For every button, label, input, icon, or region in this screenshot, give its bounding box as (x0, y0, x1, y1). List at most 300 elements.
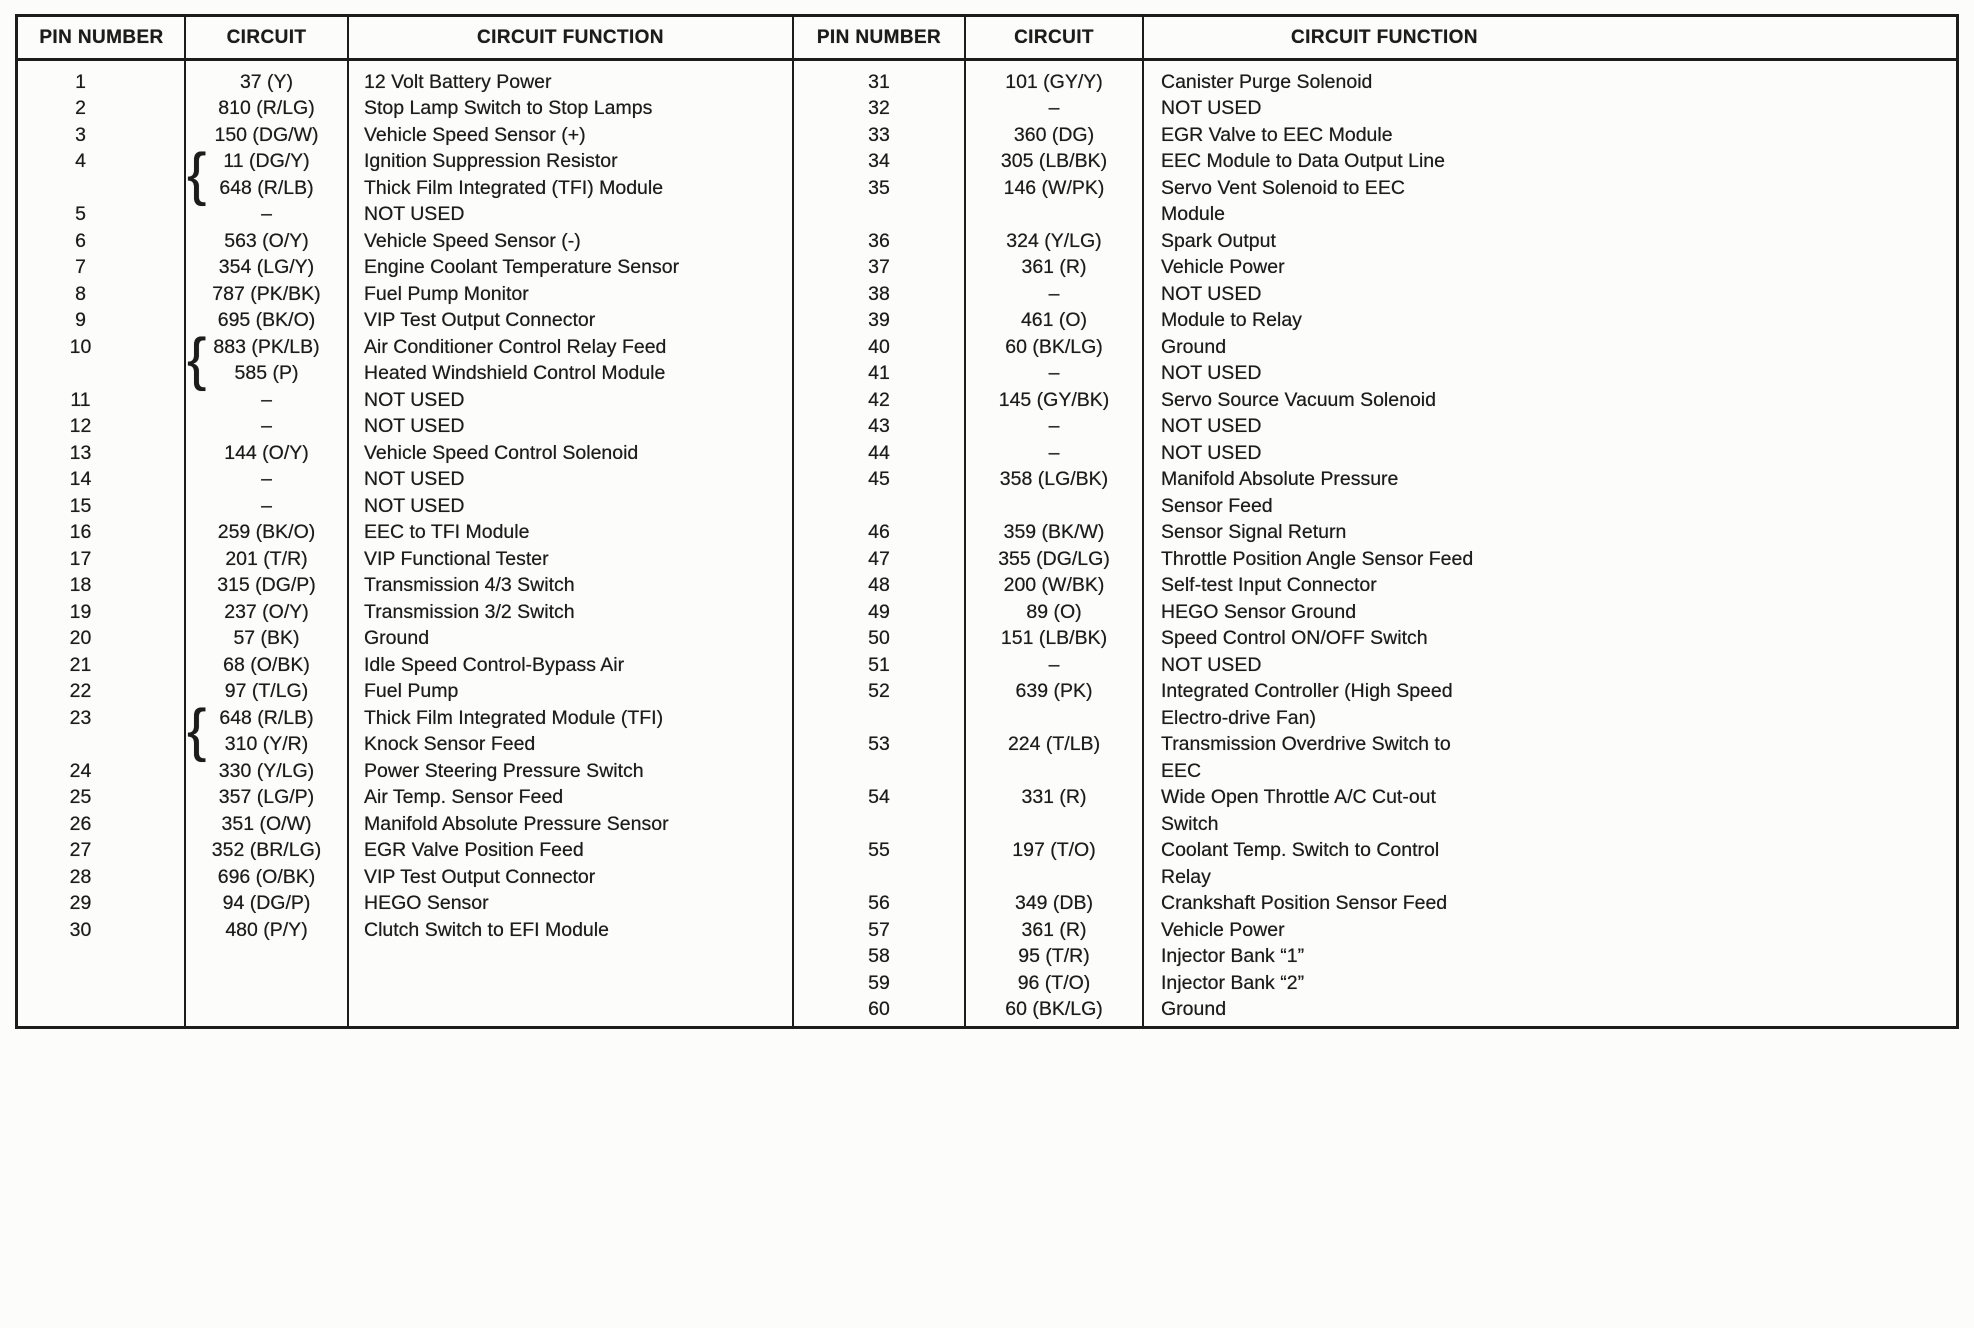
table-header-row (18, 17, 1956, 61)
circuit-function-cell: Relay (1161, 865, 1211, 888)
circuit-cell: 360 (DG) (1013, 123, 1095, 146)
pin-number-cell: 6 (75, 229, 86, 252)
circuit-function-cell: Self-test Input Connector (1161, 574, 1377, 597)
pin-number-cell: 35 (868, 176, 890, 199)
pin-row-line (793, 785, 1956, 812)
circuit-cell: 351 (O/W) (221, 812, 312, 835)
pin-number-cell: 45 (868, 468, 890, 491)
pin-row (793, 891, 1956, 918)
circuit-cell: 585 (P) (234, 362, 299, 385)
circuit-function-cell: VIP Test Output Connector (364, 309, 596, 332)
circuit-cell: 359 (BK/W) (1003, 521, 1105, 544)
pin-number-cell: 25 (69, 786, 92, 809)
circuit-cell: 145 (GY/BK) (998, 388, 1110, 411)
circuit-function-cell: Canister Purge Solenoid (1161, 70, 1373, 93)
circuit-cell: – (261, 388, 272, 411)
pin-number-cell: 41 (868, 362, 890, 385)
pin-number-cell: 5 (75, 203, 86, 226)
pin-row-line (793, 944, 1956, 971)
pin-row-line (793, 281, 1956, 308)
circuit-function-cell: NOT USED (1161, 415, 1262, 438)
pin-row-line (793, 520, 1956, 547)
pin-row (793, 149, 1956, 176)
pin-row-line (793, 705, 1956, 732)
pin-number-cell: 46 (868, 521, 890, 544)
circuit-cell: 305 (LB/BK) (1000, 150, 1108, 173)
brace-glyph: { (187, 327, 207, 392)
header-circuit-left: CIRCUIT (226, 26, 307, 48)
pin-number-cell: 59 (868, 971, 890, 994)
pin-row-line (18, 308, 793, 335)
pin-row (793, 334, 1956, 361)
circuit-cell: 696 (O/BK) (217, 865, 316, 888)
pin-row-line (793, 573, 1956, 600)
circuit-cell: 259 (BK/O) (217, 521, 316, 544)
header-circuit-function-right: CIRCUIT FUNCTION (1291, 26, 1478, 48)
pin-row-line (18, 361, 793, 388)
pin-number-cell: 34 (868, 150, 890, 173)
circuit-function-cell: 12 Volt Battery Power (364, 70, 552, 93)
pin-row (18, 864, 793, 891)
pin-row-line (18, 732, 793, 759)
table-half-divider (792, 17, 794, 1026)
circuit-cell: – (1048, 97, 1060, 120)
pin-number-cell: 51 (868, 653, 890, 676)
pin-number-cell: 37 (868, 256, 890, 279)
circuit-function-cell: Module to Relay (1161, 309, 1302, 332)
pin-row (793, 944, 1956, 971)
header-circuit-function-left: CIRCUIT FUNCTION (477, 26, 664, 48)
pin-row-line (793, 387, 1956, 414)
pin-row (18, 96, 793, 123)
pin-row (793, 414, 1956, 441)
pin-row (18, 599, 793, 626)
pin-row (793, 838, 1956, 891)
pin-row-line (18, 785, 793, 812)
pin-number-cell: 43 (868, 415, 890, 438)
circuit-cell: 787 (PK/BK) (212, 282, 321, 305)
column-divider (184, 17, 186, 1026)
circuit-cell: 197 (T/O) (1012, 839, 1096, 862)
circuit-function-cell: Thick Film Integrated (TFI) Module (364, 176, 664, 199)
circuit-function-cell: Vehicle Speed Control Solenoid (364, 441, 639, 464)
pin-row (793, 652, 1956, 679)
pin-row-line (793, 970, 1956, 997)
pin-number-cell: 54 (868, 786, 890, 809)
circuit-function-cell: Thick Film Integrated Module (TFI) (364, 706, 664, 729)
pin-row-line (18, 281, 793, 308)
pin-row-line (18, 149, 793, 176)
pin-number-cell: 23 (69, 706, 92, 729)
pin-row (793, 255, 1956, 282)
pin-row (18, 679, 793, 706)
circuit-cell: 101 (GY/Y) (1005, 70, 1103, 93)
pin-row (18, 811, 793, 838)
pin-number-cell: 58 (868, 945, 890, 968)
pin-row-line (793, 69, 1956, 96)
circuit-cell: 883 (PK/LB) (213, 335, 320, 358)
circuit-cell: 96 (T/O) (1017, 971, 1091, 994)
circuit-function-cell: Crankshaft Position Sensor Feed (1161, 892, 1448, 915)
circuit-cell: 648 (R/LB) (219, 176, 314, 199)
pin-number-cell: 48 (868, 574, 890, 597)
circuit-cell: 95 (T/R) (1018, 945, 1090, 968)
pin-number-cell: 28 (69, 865, 92, 888)
pin-number-cell: 20 (69, 627, 92, 650)
circuit-function-cell: Sensor Feed (1161, 494, 1273, 517)
pin-row (18, 652, 793, 679)
circuit-function-cell: Power Steering Pressure Switch (364, 759, 644, 782)
pinout-rows-left (18, 69, 793, 944)
circuit-cell: 237 (O/Y) (224, 600, 309, 623)
circuit-cell: 146 (W/PK) (1003, 176, 1105, 199)
circuit-cell: 361 (R) (1021, 918, 1087, 941)
pin-row (793, 175, 1956, 228)
circuit-cell: 57 (BK) (233, 627, 300, 650)
column-divider (1142, 17, 1144, 1026)
pin-row-line (793, 202, 1956, 229)
pin-row (18, 838, 793, 865)
pin-row (793, 599, 1956, 626)
pin-row-line (793, 228, 1956, 255)
pin-row-line (18, 96, 793, 123)
circuit-cell: 201 (T/R) (225, 547, 308, 570)
pin-row (18, 228, 793, 255)
pin-row-line (793, 599, 1956, 626)
circuit-cell: 461 (O) (1020, 309, 1088, 332)
pin-number-cell: 17 (69, 547, 92, 570)
pin-row-line (793, 122, 1956, 149)
circuit-function-cell: NOT USED (1161, 362, 1262, 385)
circuit-cell: 357 (LG/P) (218, 786, 315, 809)
pin-row (793, 970, 1956, 997)
circuit-cell: 330 (Y/LG) (218, 759, 315, 782)
pin-row-line (793, 679, 1956, 706)
circuit-function-cell: Transmission Overdrive Switch to (1161, 733, 1451, 756)
circuit-cell: 695 (BK/O) (217, 309, 316, 332)
circuit-function-cell: Speed Control ON/OFF Switch (1161, 627, 1428, 650)
pin-row-line (18, 493, 793, 520)
circuit-cell: 37 (Y) (239, 70, 294, 93)
pin-number-cell: 52 (868, 680, 890, 703)
column-divider (347, 17, 349, 1026)
circuit-cell: 639 (PK) (1015, 680, 1093, 703)
circuit-function-cell: NOT USED (1161, 282, 1262, 305)
pin-number-cell: 21 (69, 653, 92, 676)
pin-row (18, 308, 793, 335)
circuit-function-cell: Ground (1161, 335, 1227, 358)
circuit-cell: 144 (O/Y) (224, 441, 309, 464)
circuit-cell: – (261, 468, 272, 491)
pin-row-line (18, 705, 793, 732)
pin-row-line (793, 255, 1956, 282)
pin-row-line (793, 361, 1956, 388)
pin-row-line (18, 122, 793, 149)
pin-number-cell: 55 (868, 839, 890, 862)
pin-number-cell: 42 (868, 388, 890, 411)
circuit-function-cell: EGR Valve Position Feed (364, 839, 584, 862)
circuit-function-cell: Wide Open Throttle A/C Cut-out (1161, 786, 1436, 809)
pin-row (793, 573, 1956, 600)
pin-row-line (18, 520, 793, 547)
circuit-cell: 89 (O) (1026, 600, 1082, 623)
pin-number-cell: 22 (69, 680, 92, 703)
circuit-function-cell: Manifold Absolute Pressure (1161, 468, 1399, 491)
pin-row-line (18, 255, 793, 282)
pin-row-line (18, 228, 793, 255)
circuit-cell: 324 (Y/LG) (1006, 229, 1102, 252)
circuit-function-cell: VIP Test Output Connector (364, 865, 596, 888)
pin-row (793, 467, 1956, 520)
pin-number-cell: 12 (69, 415, 92, 438)
pin-number-cell: 11 (70, 388, 91, 411)
pin-number-cell: 24 (69, 759, 92, 782)
pin-row (18, 698, 793, 763)
circuit-cell: 315 (DG/P) (217, 574, 316, 597)
pin-number-cell: 9 (75, 309, 86, 332)
pin-row-line (793, 917, 1956, 944)
circuit-function-cell: Vehicle Speed Sensor (-) (364, 229, 581, 252)
circuit-function-cell: Stop Lamp Switch to Stop Lamps (364, 97, 653, 120)
circuit-function-cell: Engine Coolant Temperature Sensor (364, 256, 680, 279)
circuit-cell: – (1048, 282, 1060, 305)
pin-row-line (18, 175, 793, 202)
pin-number-cell: 40 (868, 335, 890, 358)
circuit-cell: 563 (O/Y) (224, 229, 309, 252)
circuit-function-cell: Module (1161, 203, 1225, 226)
circuit-function-cell: Vehicle Power (1161, 918, 1285, 941)
pin-number-cell: 10 (69, 335, 92, 358)
circuit-cell: 151 (LB/BK) (1000, 627, 1108, 650)
circuit-function-cell: Spark Output (1161, 229, 1276, 252)
circuit-function-cell: Injector Bank “1” (1161, 945, 1305, 968)
pin-row-line (793, 811, 1956, 838)
pin-row-line (18, 891, 793, 918)
pin-row (18, 69, 793, 96)
pin-row (793, 122, 1956, 149)
circuit-function-cell: NOT USED (1161, 653, 1262, 676)
pin-number-cell: 3 (75, 123, 86, 146)
pin-row-line (793, 864, 1956, 891)
pin-row (793, 732, 1956, 785)
circuit-function-cell: NOT USED (364, 494, 465, 517)
pin-row-line (793, 308, 1956, 335)
pin-row (793, 440, 1956, 467)
pin-row (793, 228, 1956, 255)
pin-number-cell: 47 (868, 547, 890, 570)
pinout-rows-right (793, 69, 1956, 1023)
pin-row-line (18, 69, 793, 96)
circuit-function-cell: Clutch Switch to EFI Module (364, 918, 609, 941)
pin-row-line (793, 414, 1956, 441)
pin-number-cell: 36 (868, 229, 890, 252)
pin-number-cell: 16 (69, 521, 92, 544)
pin-number-cell: 8 (75, 282, 86, 305)
header-circuit-right: CIRCUIT (1014, 26, 1094, 48)
pin-row (793, 679, 1956, 732)
pin-row-line (793, 546, 1956, 573)
circuit-cell: 150 (DG/W) (214, 123, 319, 146)
pin-row (793, 387, 1956, 414)
pin-row (18, 573, 793, 600)
circuit-function-cell: Servo Vent Solenoid to EEC (1161, 176, 1405, 199)
pin-row-line (18, 440, 793, 467)
pin-row-line (793, 96, 1956, 123)
pin-row (18, 122, 793, 149)
circuit-cell: 648 (R/LB) (219, 706, 314, 729)
eec-connector-pinout-table (15, 14, 1959, 1029)
pin-row-line (18, 864, 793, 891)
pin-row-line (793, 626, 1956, 653)
pin-row (18, 255, 793, 282)
circuit-cell: 810 (R/LG) (218, 97, 315, 120)
pin-row (793, 785, 1956, 838)
pin-number-cell: 2 (75, 97, 86, 120)
pin-row-line (793, 493, 1956, 520)
pin-row-line (18, 202, 793, 229)
circuit-cell: 94 (DG/P) (222, 892, 311, 915)
pin-row (18, 440, 793, 467)
circuit-function-cell: Vehicle Speed Sensor (+) (364, 123, 586, 146)
pin-number-cell: 18 (69, 574, 92, 597)
circuit-function-cell: HEGO Sensor (364, 892, 489, 915)
circuit-cell: 355 (DG/LG) (998, 547, 1110, 570)
header-pin-number-right: PIN NUMBER (816, 26, 942, 48)
circuit-function-cell: Throttle Position Angle Sensor Feed (1161, 547, 1474, 570)
pin-row-line (18, 758, 793, 785)
pin-number-cell: 32 (868, 97, 890, 120)
circuit-function-cell: EEC to TFI Module (364, 521, 530, 544)
pin-row (793, 626, 1956, 653)
pin-number-cell: 39 (868, 309, 890, 332)
pin-row (18, 891, 793, 918)
pin-number-cell: 26 (69, 812, 92, 835)
pin-row-line (18, 387, 793, 414)
circuit-function-cell: Fuel Pump (364, 680, 459, 703)
pin-number-cell: 13 (69, 441, 92, 464)
circuit-cell: 11 (DG/Y) (223, 150, 310, 173)
circuit-function-cell: Idle Speed Control-Bypass Air (364, 653, 625, 676)
circuit-cell: 354 (LG/Y) (218, 256, 315, 279)
pin-row (793, 96, 1956, 123)
circuit-function-cell: Injector Bank “2” (1161, 971, 1305, 994)
circuit-function-cell: Ground (1161, 998, 1227, 1021)
circuit-cell: – (1048, 415, 1060, 438)
pin-row-line (18, 599, 793, 626)
circuit-function-cell: NOT USED (364, 468, 465, 491)
pin-number-cell: 29 (69, 892, 92, 915)
circuit-function-cell: NOT USED (364, 388, 465, 411)
circuit-cell: – (261, 494, 272, 517)
pin-row-line (18, 414, 793, 441)
circuit-function-cell: Ground (364, 627, 430, 650)
circuit-function-cell: NOT USED (364, 203, 465, 226)
pin-number-cell: 60 (868, 998, 890, 1021)
circuit-cell: – (1048, 362, 1060, 385)
pin-number-cell: 1 (75, 70, 86, 93)
pin-number-cell: 50 (868, 627, 890, 650)
circuit-cell: 310 (Y/R) (224, 733, 309, 756)
pin-number-cell: 53 (868, 733, 890, 756)
circuit-function-cell: NOT USED (1161, 97, 1262, 120)
column-divider (964, 17, 966, 1026)
pin-row-line (793, 149, 1956, 176)
pin-row-line (793, 175, 1956, 202)
pin-number-cell: 15 (69, 494, 92, 517)
pin-row-line (18, 573, 793, 600)
pin-row-line (18, 626, 793, 653)
circuit-cell: – (1048, 653, 1060, 676)
circuit-cell: 358 (LG/BK) (999, 468, 1109, 491)
pin-row-line (18, 334, 793, 361)
pin-row (18, 493, 793, 520)
pin-row-line (18, 467, 793, 494)
brace-glyph: { (187, 698, 207, 763)
circuit-function-cell: NOT USED (1161, 441, 1262, 464)
circuit-cell: 331 (R) (1021, 786, 1087, 809)
pin-row-line (793, 732, 1956, 759)
pin-row (793, 917, 1956, 944)
pin-row (793, 520, 1956, 547)
circuit-function-cell: EEC Module to Data Output Line (1161, 150, 1445, 173)
pin-row-line (18, 546, 793, 573)
header-pin-number-left: PIN NUMBER (39, 26, 164, 48)
pin-row-line (793, 652, 1956, 679)
circuit-function-cell: Manifold Absolute Pressure Sensor (364, 812, 669, 835)
circuit-cell: 480 (P/Y) (225, 918, 308, 941)
pin-number-cell: 19 (69, 600, 92, 623)
pin-number-cell: 33 (868, 123, 890, 146)
circuit-cell: 200 (W/BK) (1003, 574, 1105, 597)
pin-row (793, 997, 1956, 1024)
table-body (18, 61, 1956, 1023)
pin-row-line (793, 467, 1956, 494)
pin-row-line (793, 758, 1956, 785)
pin-row (18, 281, 793, 308)
circuit-function-cell: Transmission 3/2 Switch (364, 600, 575, 623)
pin-row-line (18, 652, 793, 679)
circuit-cell: – (261, 203, 272, 226)
circuit-function-cell: Vehicle Power (1161, 256, 1285, 279)
pin-number-cell: 27 (69, 839, 92, 862)
pin-number-cell: 44 (868, 441, 890, 464)
pin-row (793, 281, 1956, 308)
circuit-function-cell: Air Temp. Sensor Feed (364, 786, 564, 809)
pin-row-line (18, 679, 793, 706)
circuit-function-cell: Knock Sensor Feed (364, 733, 536, 756)
pin-number-cell: 56 (868, 892, 890, 915)
circuit-function-cell: Switch (1161, 812, 1219, 835)
circuit-cell: 97 (T/LG) (224, 680, 309, 703)
circuit-function-cell: Ignition Suppression Resistor (364, 150, 618, 173)
pin-row-line (793, 997, 1956, 1024)
circuit-function-cell: EEC (1161, 759, 1202, 782)
pin-row-line (18, 838, 793, 865)
pin-row (18, 520, 793, 547)
circuit-function-cell: NOT USED (364, 415, 465, 438)
circuit-function-cell: Integrated Controller (High Speed (1161, 680, 1453, 703)
circuit-cell: 224 (T/LB) (1007, 733, 1101, 756)
pin-row (18, 414, 793, 441)
circuit-cell: 349 (DB) (1014, 892, 1094, 915)
circuit-function-cell: Transmission 4/3 Switch (364, 574, 575, 597)
circuit-function-cell: Electro-drive Fan) (1161, 706, 1316, 729)
pin-row-line (18, 811, 793, 838)
circuit-function-cell: Sensor Signal Return (1161, 521, 1347, 544)
circuit-cell: – (261, 415, 272, 438)
pin-row-line (793, 440, 1956, 467)
pin-row (18, 785, 793, 812)
